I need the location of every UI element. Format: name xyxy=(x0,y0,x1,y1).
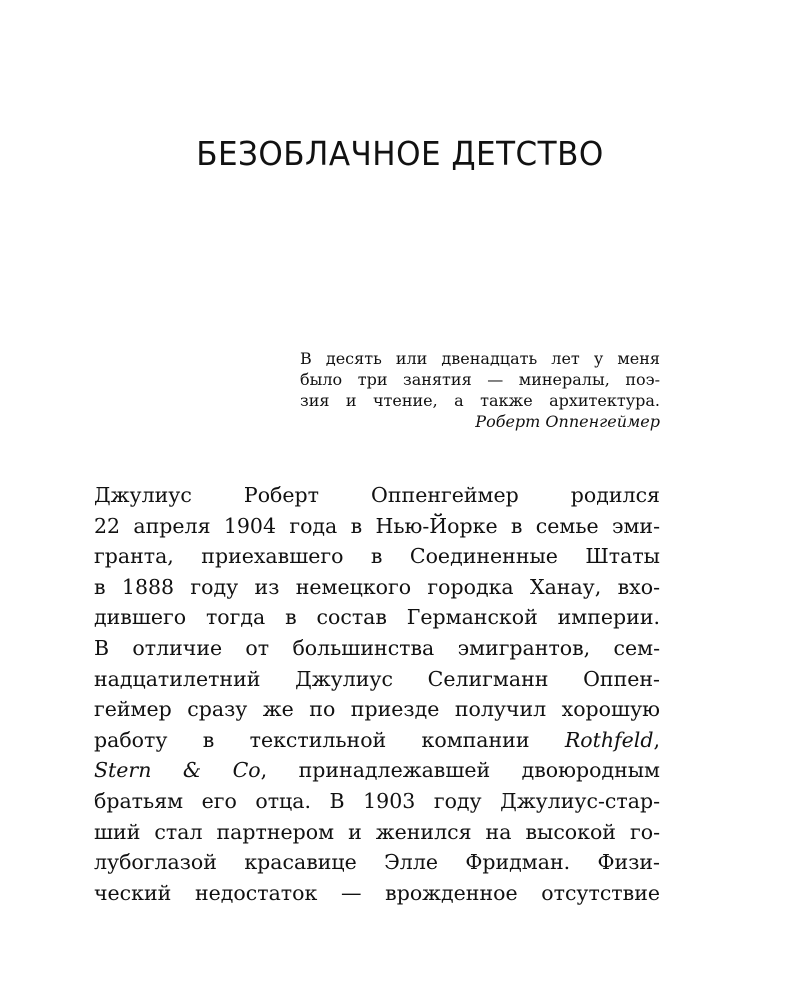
body-line: гранта, приехавшего в Соединенные Штаты xyxy=(94,544,660,569)
body-line: ший стал партнером и женился на высокой го- xyxy=(94,819,660,844)
epigraph-author: Роберт Оппенгеймер xyxy=(475,412,660,431)
body-line: в 1888 году из немецкого городка Ханау, вхо- xyxy=(94,574,660,599)
body-line: надцатилетний Джулиус Селигманн Оппен- xyxy=(94,666,660,691)
body-line: 22 апреля 1904 года в Нью-Йорке в семье эми- xyxy=(94,513,660,538)
epigraph-line: В десять или двенадцать лет у меня xyxy=(300,349,660,368)
body-line: В отличие от большинства эмигрантов, сем- xyxy=(94,635,660,660)
epigraph xyxy=(300,348,660,432)
epigraph-line: зия и чтение, а также архитектура. xyxy=(300,391,660,410)
body-text xyxy=(94,480,660,908)
body-line-company-cont: Stern & Co, принадлежавшей двоюродным xyxy=(94,758,660,783)
body-line: дившего тогда в состав Германской империи. xyxy=(94,605,660,630)
body-line-company: работу в текстильной компании Rothfeld, xyxy=(94,727,660,752)
body-line: геймер сразу же по приезде получил хорошую xyxy=(94,697,660,722)
body-line-text: работу в текстильной компании xyxy=(94,727,530,752)
body-line: братьям его отца. В 1903 году Джулиус-стар- xyxy=(94,788,660,813)
company-name-part1: Rothfeld xyxy=(564,727,654,752)
body-line: лубоглазой красавице Элле Фридман. Физи- xyxy=(94,850,660,875)
body-line: ческий недостаток — врожденное отсутствие xyxy=(94,880,660,905)
body-line: Джулиус Роберт Оппенгеймер родился xyxy=(94,483,660,507)
chapter-title: БЕЗОБЛАЧНОЕ ДЕТСТВО xyxy=(196,134,604,173)
company-name-part2: Stern & Co xyxy=(94,758,261,783)
body-line-text: принадлежавшей двоюродным xyxy=(298,758,660,783)
epigraph-line: было три занятия — минералы, поэ- xyxy=(300,370,660,389)
